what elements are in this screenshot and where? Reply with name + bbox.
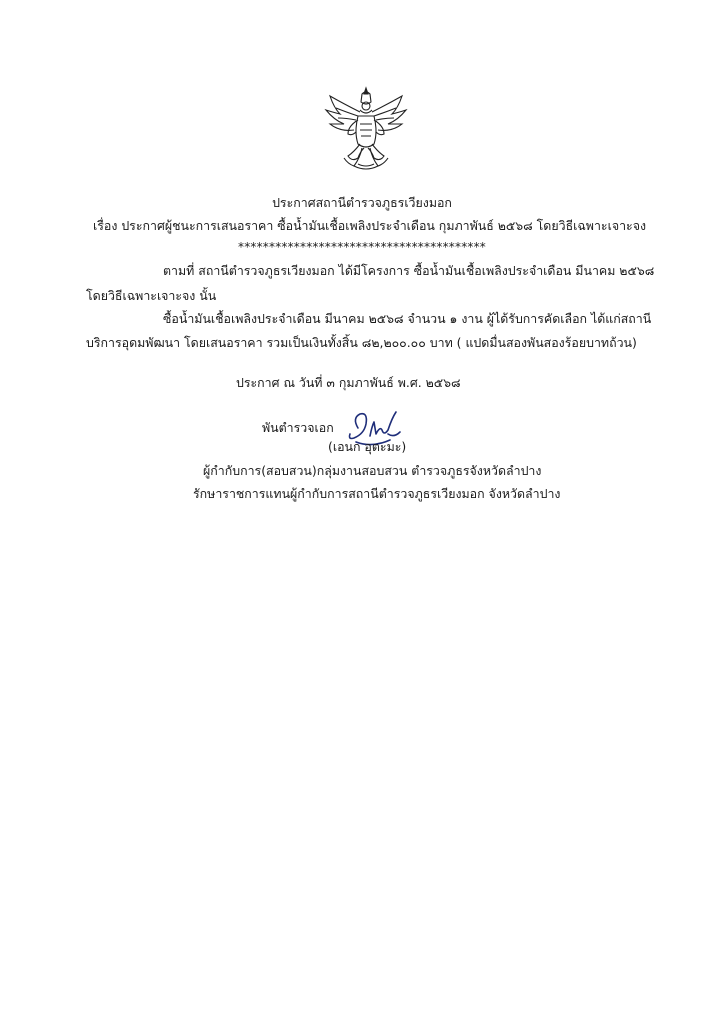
- separator-line: ****************************************: [238, 240, 486, 254]
- garuda-emblem-icon: [324, 86, 408, 174]
- paragraph-2-line-2: บริการอุดมพัฒนา โดยเสนอราคา รวมเป็นเงินทั้งสิ้น ๘๒,๒๐๐.๐๐ บาท ( แปดมื่นสองพันสองร้อยบาทถ้วน): [86, 335, 637, 350]
- signer-name: (เอนก อุตะมะ): [328, 439, 407, 454]
- paragraph-1-line-1: ตามที่ สถานีตำรวจภูธรเวียงมอก ได้มีโครงการ ซื้อน้ำมันเชื้อเพลิงประจำเดือน มีนาคม ๒๕๖๘: [163, 263, 655, 278]
- signer-position-1: ผู้กำกับการ(สอบสวน)กลุ่มงานสอบสวน ตำรวจภูธรจังหวัดลำปาง: [203, 463, 542, 478]
- document-title: ประกาศสถานีตำรวจภูธรเวียงมอก: [272, 195, 452, 210]
- subject-line: เรื่อง ประกาศผู้ชนะการเสนอราคา ซื้อน้ำมันเชื้อเพลิงประจำเดือน กุมภาพันธ์ ๒๕๖๘ โดยวิธีเฉพาะเจาะจง: [93, 218, 647, 233]
- announcement-date: ประกาศ ณ วันที่ ๓ กุมภาพันธ์ พ.ศ. ๒๕๖๘: [236, 375, 461, 390]
- signer-rank: พันตำรวจเอก: [262, 420, 334, 435]
- paragraph-1-line-2: โดยวิธีเฉพาะเจาะจง นั้น: [86, 288, 217, 303]
- paragraph-2-line-1: ซื้อน้ำมันเชื้อเพลิงประจำเดือน มีนาคม ๒๕๖๘ จำนวน ๑ งาน ผู้ได้รับการคัดเลือก ได้แก่สถานี: [163, 311, 652, 326]
- signer-position-2: รักษาราชการแทนผู้กำกับการสถานีตำรวจภูธรเวียงมอก จังหวัดลำปาง: [193, 486, 561, 501]
